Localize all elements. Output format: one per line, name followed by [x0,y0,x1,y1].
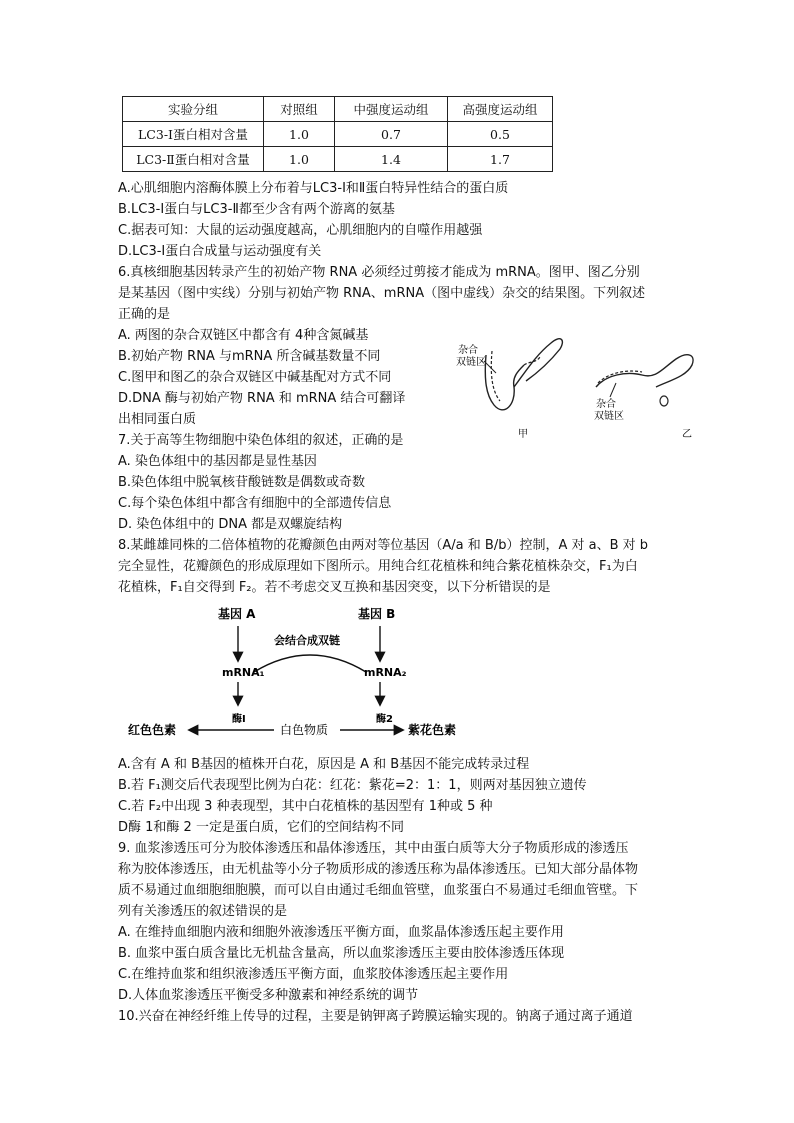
caption-jia: 甲 [518,429,528,440]
table-cell: 0.7 [335,122,448,147]
gene-b-label: 基因 B [358,607,396,621]
white-substance-label: 白色物质 [280,723,329,737]
combine-arc [254,655,366,672]
question-stem: 8.某雌雄同株的二倍体植物的花瓣颜色由两对等位基因（A/a 和 B/b）控制，A 对 a、B 对 b [118,538,649,553]
gene-a-label: 基因 A [218,607,256,621]
question-9 [118,838,678,1006]
option-b: B.若 F₁测交后代表现型比例为白花：红花：紫花=2：1：1，则两对基因独立遗传 [118,778,587,793]
table-cell: 1.0 [264,147,335,172]
table-header-cell: 对照组 [264,97,335,122]
label-duplex-region: 双链区 [456,357,486,368]
option-c: C.若 F₂中出现 3 种表现型，其中白花植株的基因型有 1种或 5 种 [118,799,493,814]
option-d: D酶 1和酶 2 一定是蛋白质，它们的空间结构不同 [118,820,404,835]
mrna1-label: mRNA₁ [222,666,265,679]
small-loop-shape [660,396,668,406]
table-cell: LC3-Ⅰ蛋白相对含量 [123,122,264,147]
table-cell: 1.0 [264,122,335,147]
enzyme1-label: 酶Ⅰ [232,714,246,725]
option-b: B.LC3-Ⅰ蛋白与LC3-Ⅱ都至少含有两个游离的氨基 [118,202,395,217]
option-a: A.含有 A 和 B基因的植株开白花，原因是 A 和 B基因不能完成转录过程 [118,757,530,772]
experiment-table [122,96,553,172]
table-header-cell: 实验分组 [123,97,264,122]
table-header-row [123,97,553,122]
label-duplex-region: 双链区 [594,411,624,422]
rna-loop-jia [514,339,562,387]
table-row [123,122,553,147]
option-b: B.初始产物 RNA 与mRNA 所含碱基数量不同 [118,349,381,364]
question-stem: 完全显性，花瓣颜色的形成原理如下图所示。用纯合红花植株和纯合紫花植株杂交，F₁为白 [118,559,638,574]
option-d: D. 染色体组中的 DNA 都是双螺旋结构 [118,517,343,532]
table-header-cell: 高强度运动组 [448,97,553,122]
table-cell: LC3-Ⅱ蛋白相对含量 [123,147,264,172]
label-hybrid: 杂合 [596,399,616,410]
hybridization-figure [456,325,706,443]
purple-pigment-label: 紫花色素 [408,723,457,737]
option-b: B.染色体组中脱氧核苷酸链数是偶数或奇数 [118,475,366,490]
table-header-cell: 中强度运动组 [335,97,448,122]
question-stem: 正确的是 [118,307,171,322]
table-cell: 1.4 [335,147,448,172]
option-a: A. 两图的杂合双链区中都含有 4种含氮碱基 [118,328,369,343]
pigment-pathway-diagram [118,604,638,744]
enzyme2-label: 酶2 [376,714,393,725]
combine-label: 会结合成双链 [274,634,340,647]
question-7 [118,430,678,535]
question-stem: 是某基因（图中实线）分别与初始产物 RNA、mRNA（图中虚线）杂交的结果图。下列叙述 [118,286,646,301]
option-d-continued: 出相同蛋白质 [118,412,197,427]
caption-yi: 乙 [682,429,692,440]
question-stem: 质不易通过血细胞细胞膜，而可以自由通过毛细血管壁，血浆蛋白不易通过毛细血管壁。下 [118,883,639,898]
option-a: A. 染色体组中的基因都是显性基因 [118,454,317,469]
rna-dashed-yi [598,371,642,383]
option-d: D.DNA 酶与初始产物 RNA 和 mRNA 结合可翻译 [118,391,406,406]
question-stem: 花植株，F₁自交得到 F₂。若不考虑交叉互换和基因突变，以下分析错误的是 [118,580,551,595]
exam-page [118,96,692,1027]
option-b: B. 血浆中蛋白质含量比无机盐含量高，所以血浆渗透压主要由胶体渗透压体现 [118,946,565,961]
question-6 [118,262,692,440]
question-5-options [118,178,678,262]
mrna2-label: mRNA₂ [364,666,407,679]
option-c: C.在维持血浆和组织液渗透压平衡方面，血浆胶体渗透压起主要作用 [118,967,509,982]
question-stem: 称为胶体渗透压，由无机盐等小分子物质形成的渗透压称为晶体渗透压。已知大部分晶体物 [118,862,639,877]
option-c: C.据表可知：大鼠的运动强度越高，心肌细胞内的自噬作用越强 [118,223,483,238]
option-c: C.图甲和图乙的杂合双链区中碱基配对方式不同 [118,370,392,385]
question-stem: 6.真核细胞基因转录产生的初始产物 RNA 必须经过剪接才能成为 mRNA。图甲、图乙分别 [118,265,640,280]
red-pigment-label: 红色色素 [128,723,177,737]
option-d: D.人体血浆渗透压平衡受多种激素和神经系统的调节 [118,988,419,1003]
table-cell: 1.7 [448,147,553,172]
question-stem: 7.关于高等生物细胞中染色体组的叙述，正确的是 [118,433,404,448]
rna-dashed-jia [491,351,500,401]
label-hybrid: 杂合 [458,345,478,356]
option-d: D.LC3-Ⅰ蛋白合成量与运动强度有关 [118,244,322,259]
question-stem: 10.兴奋在神经纤维上传导的过程，主要是钠钾离子跨膜运输实现的。钠离子通过离子通道 [118,1009,633,1024]
pointer-line [610,383,616,397]
table-row [123,147,553,172]
question-10 [118,1006,678,1027]
option-a: A.心肌细胞内溶酶体膜上分布着与LC3-Ⅰ和Ⅱ蛋白特异性结合的蛋白质 [118,181,509,196]
option-a: A. 在维持血细胞内液和细胞外液渗透压平衡方面，血浆晶体渗透压起主要作用 [118,925,564,940]
question-stem: 9. 血浆渗透压可分为胶体渗透压和晶体渗透压，其中由蛋白质等大分子物质形成的渗透压 [118,841,629,856]
question-8 [118,535,678,838]
table-cell: 0.5 [448,122,553,147]
dna-strand-yi [596,355,693,387]
question-stem: 列有关渗透压的叙述错误的是 [118,904,288,919]
option-c: C.每个染色体组中都含有细胞中的全部遗传信息 [118,496,392,511]
